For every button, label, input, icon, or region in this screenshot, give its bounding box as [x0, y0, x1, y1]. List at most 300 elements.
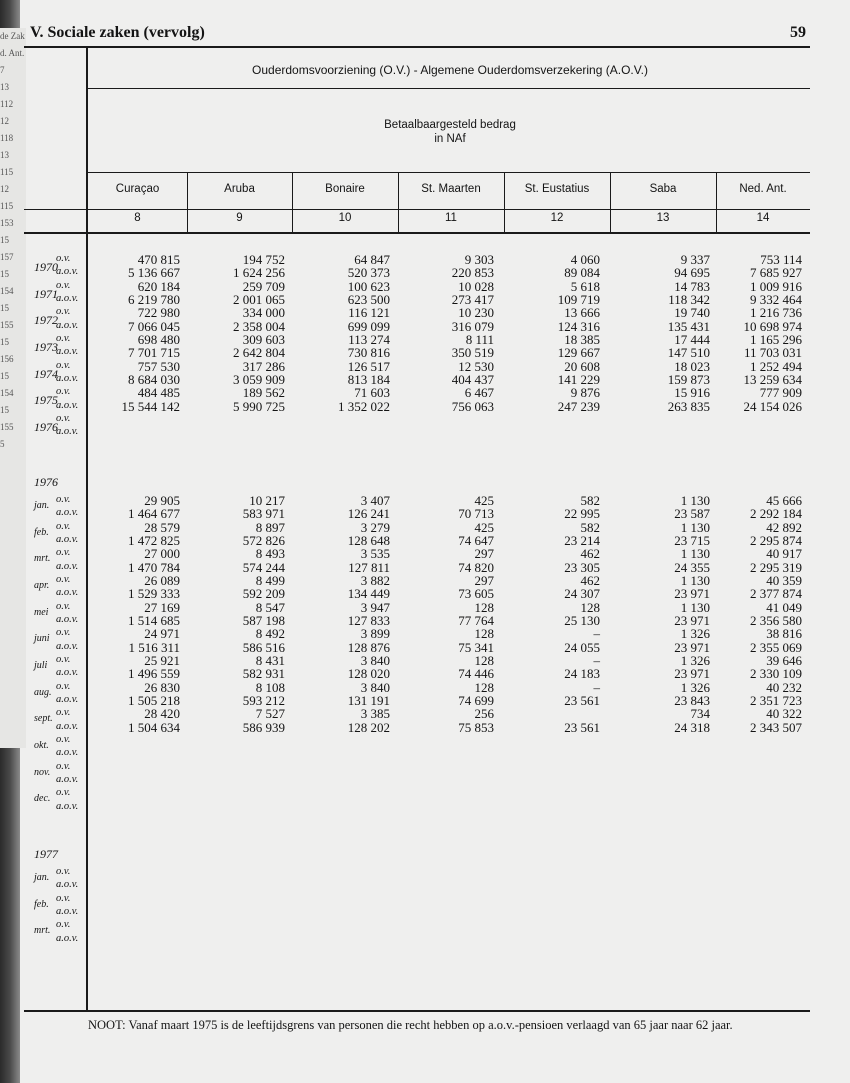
data-column [504, 253, 600, 413]
table-cell: 194 752 [242, 252, 285, 267]
column-header: St. Maarten [421, 183, 481, 195]
row-type-label: a.o.v. [56, 292, 79, 304]
table-cell: 2 001 065 [233, 291, 285, 307]
year-label: 1975 [34, 393, 58, 408]
table-cell: 1 505 218 [128, 692, 180, 708]
adjacent-page-text: 155 [0, 422, 14, 432]
month-label: feb. [34, 898, 49, 910]
table-cell: 10 217 [249, 493, 285, 508]
table-cell: 1 252 494 [750, 358, 802, 374]
table-cell: 1 326 [680, 626, 710, 642]
table-cell: 753 114 [760, 252, 802, 267]
table-cell: 297 [474, 546, 494, 562]
row-type-label: a.o.v. [56, 399, 79, 411]
row-type-label: a.o.v. [56, 507, 79, 519]
adjacent-page-text: 15 [0, 405, 9, 415]
data-column [292, 253, 390, 413]
row-type-label: o.v. [56, 733, 71, 745]
table-cell: 259 709 [242, 278, 285, 294]
table-cell: 698 480 [137, 331, 180, 347]
table-cell: 425 [474, 519, 494, 535]
table-cell: 13 666 [564, 305, 600, 321]
table-cell: 2 330 109 [750, 666, 802, 682]
table-cell: 147 510 [667, 345, 710, 361]
table-cell: 126 517 [347, 358, 390, 374]
table-cell: 1 516 311 [128, 639, 180, 655]
table-cell: 118 342 [668, 291, 710, 307]
table-cell: 10 028 [458, 278, 494, 294]
row-type-label: a.o.v. [56, 346, 79, 358]
table-cell: 699 099 [347, 318, 390, 334]
table-cell: 8 499 [255, 572, 285, 588]
table-cell: 297 [474, 572, 494, 588]
table-cell: 12 530 [458, 358, 494, 374]
month-label: juli [34, 659, 48, 671]
table-cell: 124 316 [557, 318, 600, 334]
table-cell: 29 905 [144, 493, 180, 508]
adjacent-page-text: 15 [0, 371, 9, 381]
table-cell: 15 544 142 [121, 398, 180, 414]
table-cell: 100 623 [347, 278, 390, 294]
table-cell: 5 136 667 [128, 265, 180, 281]
table-cell: 2 295 874 [750, 532, 802, 548]
table-cell: 1 216 736 [750, 305, 802, 321]
month-label: nov. [34, 766, 51, 778]
table-cell: 39 646 [766, 652, 802, 668]
adjacent-page-text: 15 [0, 235, 9, 245]
table-cell: 2 292 184 [750, 506, 802, 522]
table-cell: 18 385 [564, 331, 600, 347]
table-cell: 582 931 [242, 666, 285, 682]
row-type-label: o.v. [56, 866, 71, 877]
month-label: aug. [34, 686, 52, 698]
table-cell: 757 530 [137, 358, 180, 374]
table-cell: 23 214 [564, 532, 600, 548]
table-cell: 126 241 [347, 506, 390, 522]
adjacent-page-text: 153 [0, 218, 14, 228]
table-cell: 135 431 [667, 318, 710, 334]
data-column [88, 494, 180, 734]
table-cell: 28 420 [144, 706, 180, 722]
table-cell: 6 219 780 [128, 291, 180, 307]
table-cell: 623 500 [347, 291, 390, 307]
column-number: 13 [656, 212, 670, 224]
table-cell: 128 [474, 626, 494, 642]
month-label: jan. [34, 872, 50, 883]
year-label: 1971 [34, 286, 58, 301]
table-cell: 1 009 916 [750, 278, 802, 294]
data-column [187, 494, 285, 734]
adjacent-page-text: 12 [0, 184, 9, 194]
table-cell: 113 274 [348, 331, 390, 347]
table-cell: 18 023 [674, 358, 710, 374]
table-cell: 10 698 974 [743, 318, 802, 334]
adjacent-page-text: de Zak [0, 31, 25, 41]
year-label: 1974 [34, 366, 58, 381]
table-cell: 1 529 333 [128, 586, 180, 602]
row-type-label: a.o.v. [56, 319, 79, 331]
table-cell: 1 472 825 [128, 532, 180, 548]
table-cell: 1 470 784 [128, 559, 180, 575]
month-label: mrt. [34, 925, 51, 937]
table-cell: 26 830 [144, 679, 180, 695]
row-type-label: o.v. [56, 892, 71, 904]
row-type-label: a.o.v. [56, 747, 79, 759]
year-label: 1972 [34, 313, 58, 328]
table-cell: 3 385 [360, 706, 390, 722]
row-type-label: o.v. [56, 359, 71, 371]
table-cell: 40 322 [766, 706, 802, 722]
page-number: 59 [790, 24, 806, 41]
table-cell: 9 303 [464, 252, 494, 267]
table-cell: 3 840 [360, 652, 390, 668]
table-cell: 6 467 [464, 385, 494, 401]
row-type-label: o.v. [56, 253, 71, 264]
table-cell: 722 980 [137, 305, 180, 321]
bottom-rule [24, 1010, 810, 1012]
table-cell: 592 209 [242, 586, 285, 602]
table-cell: 129 667 [557, 345, 600, 361]
table-cell: 10 230 [458, 305, 494, 321]
row-type-label: a.o.v. [56, 905, 79, 917]
table-cell: 23 843 [674, 692, 710, 708]
band-rule [88, 88, 810, 89]
table-cell: 620 184 [137, 278, 180, 294]
table-cell: 1 504 634 [128, 719, 180, 735]
data-column [504, 494, 600, 734]
table-cell: 247 239 [557, 398, 600, 414]
adjacent-page-edge [0, 28, 26, 748]
table-cell: 2 377 874 [750, 586, 802, 602]
adjacent-page-text: 154 [0, 286, 14, 296]
table-cell: 3 947 [360, 599, 390, 615]
table-cell: 587 198 [242, 612, 285, 628]
adjacent-page-text: 115 [0, 201, 14, 211]
table-cell: 75 853 [458, 719, 494, 735]
table-cell: 756 063 [451, 398, 494, 414]
table-cell: 8 431 [255, 652, 285, 668]
table-cell: 256 [474, 706, 494, 722]
row-type-label: a.o.v. [56, 426, 79, 438]
table-cell: 22 995 [564, 506, 600, 522]
table-cell: 24 055 [564, 639, 600, 655]
table-cell: 25 921 [144, 652, 180, 668]
table-cell: 582 [580, 493, 600, 508]
table-cell: 730 816 [347, 345, 390, 361]
table-cell: 8 493 [255, 546, 285, 562]
adjacent-page-text: 156 [0, 354, 14, 364]
table-cell: 316 079 [451, 318, 494, 334]
column-header: Bonaire [325, 183, 365, 195]
subtitle-line-1: Betaalbaargesteld bedrag [384, 119, 516, 131]
table-cell: 9 332 464 [750, 291, 802, 307]
table-cell: 134 449 [347, 586, 390, 602]
table-cell: 26 089 [144, 572, 180, 588]
table-cell: 11 703 031 [743, 345, 802, 361]
column-header: St. Eustatius [524, 183, 590, 195]
table-cell: 8 492 [255, 626, 285, 642]
table-cell [504, 707, 600, 720]
row-type-label: o.v. [56, 306, 71, 318]
section-year: 1977 [34, 847, 58, 861]
subtitle-rule [88, 172, 810, 173]
row-type-label: o.v. [56, 707, 71, 719]
table-cell: 273 417 [451, 291, 494, 307]
table-cell: 77 764 [458, 612, 494, 628]
data-column [716, 494, 802, 734]
table-cell: 24 154 026 [743, 398, 802, 414]
table-cell: 1 130 [680, 519, 710, 535]
table-cell: – [593, 652, 600, 668]
table-cell: 2 355 069 [750, 639, 802, 655]
table-cell: 1 130 [680, 493, 710, 508]
table-cell: 1 352 022 [338, 398, 390, 414]
data-column [187, 253, 285, 413]
table-cell: 41 049 [766, 599, 802, 615]
table-cell: 15 916 [674, 385, 710, 401]
table-cell: 462 [580, 572, 600, 588]
row-type-label: o.v. [56, 680, 71, 692]
month-label: jan. [34, 500, 50, 511]
table-cell: 24 971 [144, 626, 180, 642]
table-cell: 23 971 [674, 666, 710, 682]
adjacent-page-text: 15 [0, 337, 9, 347]
table-cell: 24 183 [564, 666, 600, 682]
table-cell: 9 337 [680, 252, 710, 267]
table-cell: 2 358 004 [233, 318, 285, 334]
table-cell: 24 318 [674, 719, 710, 735]
table-cell: 128 [474, 599, 494, 615]
table-cell: 17 444 [674, 331, 710, 347]
adjacent-page-text: 115 [0, 167, 14, 177]
table-cell: 2 642 804 [233, 345, 285, 361]
table-cell: 40 232 [766, 679, 802, 695]
row-type-label: o.v. [56, 332, 71, 344]
table-cell: 24 307 [564, 586, 600, 602]
subtitle-line-2: in NAf [434, 133, 466, 145]
data-column [610, 494, 710, 734]
table-cell: 2 343 507 [750, 719, 802, 735]
adjacent-page-text: 118 [0, 133, 14, 143]
adjacent-page-text: 5 [0, 439, 5, 449]
table-cell: 8 897 [255, 519, 285, 535]
table-cell: 40 917 [766, 546, 802, 562]
row-type-label: o.v. [56, 547, 71, 559]
table-cell: 40 359 [766, 572, 802, 588]
table-cell: 484 485 [137, 385, 180, 401]
row-type-label: a.o.v. [56, 613, 79, 625]
table-cell: 3 059 909 [233, 371, 285, 387]
table-cell: 1 326 [680, 652, 710, 668]
row-type-label: a.o.v. [56, 266, 79, 278]
row-type-label: o.v. [56, 600, 71, 612]
table-cell: 1 624 256 [233, 265, 285, 281]
table-cell: 462 [580, 546, 600, 562]
row-type-label: a.o.v. [56, 667, 79, 679]
table-cell: 27 000 [144, 546, 180, 562]
adjacent-page-text: d. Ant. [0, 48, 25, 58]
table-cell: 309 603 [242, 331, 285, 347]
table-cell: 109 719 [557, 291, 600, 307]
table-cell: 3 407 [360, 493, 390, 508]
adjacent-page-text: 15 [0, 303, 9, 313]
footnote-text: Vanaf maart 1975 is de leeftijdsgrens van personen die recht hebben op a.o.v.-pensioen verlaagd van 65 jaar naar 62 jaar. [128, 1018, 733, 1032]
adjacent-page-text: 15 [0, 269, 9, 279]
table-band-subtitle [90, 118, 810, 146]
table-cell: 4 060 [570, 252, 600, 267]
table-cell: 734 [690, 706, 710, 722]
table-cell: – [593, 626, 600, 642]
table-cell: 7 066 045 [128, 318, 180, 334]
table-cell: 777 909 [759, 385, 802, 401]
table-cell: 23 561 [564, 692, 600, 708]
row-type-label: o.v. [56, 627, 71, 639]
table-cell: 94 695 [674, 265, 710, 281]
column-number: 8 [134, 212, 141, 224]
table-cell: 334 000 [242, 305, 285, 321]
column-header: Curaçao [115, 183, 160, 195]
table-cell: 74 820 [458, 559, 494, 575]
column-number: 9 [236, 212, 243, 224]
row-type-label: o.v. [56, 787, 71, 799]
table-cell: 23 561 [564, 719, 600, 735]
table-cell: 1 130 [680, 572, 710, 588]
row-type-label: a.o.v. [56, 560, 79, 572]
column-number: 10 [338, 212, 352, 224]
table-cell: 5 618 [570, 278, 600, 294]
column-number: 11 [445, 212, 457, 224]
table-cell: 189 562 [242, 385, 285, 401]
table-cell: 470 815 [137, 252, 180, 267]
table-cell: 27 169 [144, 599, 180, 615]
table-cell: 520 373 [347, 265, 390, 281]
column-header: Ned. Ant. [739, 183, 787, 195]
table-cell: 2 351 723 [750, 692, 802, 708]
page-title: V. Sociale zaken (vervolg) [30, 24, 205, 41]
table-cell: 1 130 [680, 546, 710, 562]
row-type-label: a.o.v. [56, 693, 79, 705]
table-cell: 3 882 [360, 572, 390, 588]
row-type-label: a.o.v. [56, 932, 79, 944]
table-cell: 220 853 [451, 265, 494, 281]
table-cell: 2 295 319 [750, 559, 802, 575]
adjacent-page-text: 13 [0, 82, 9, 92]
table-cell: 23 305 [564, 559, 600, 575]
row-type-label: o.v. [56, 919, 71, 931]
row-type-label: a.o.v. [56, 773, 79, 785]
table-cell: 74 699 [458, 692, 494, 708]
section-year: 1976 [34, 475, 58, 489]
data-column [716, 253, 802, 413]
table-cell: 28 579 [144, 519, 180, 535]
row-type-label: o.v. [56, 386, 71, 398]
month-label: okt. [34, 739, 49, 751]
table-cell: 24 355 [674, 559, 710, 575]
row-type-label: o.v. [56, 573, 71, 585]
table-cell: 75 341 [458, 639, 494, 655]
footnote-label: NOOT: [88, 1018, 126, 1032]
table-cell: 89 084 [564, 265, 600, 281]
month-label: mei [34, 606, 49, 618]
table-cell: 141 229 [557, 371, 600, 387]
table-cell: 45 666 [766, 493, 802, 508]
table-cell: 128 [580, 599, 600, 615]
data-column [610, 253, 710, 413]
table-cell: 8 547 [255, 599, 285, 615]
adjacent-page-text: 12 [0, 116, 9, 126]
table-cell: 8 111 [465, 331, 494, 347]
table-cell: 404 437 [451, 371, 494, 387]
table-cell: 3 899 [360, 626, 390, 642]
data-column [398, 253, 494, 413]
month-label: mrt. [34, 553, 51, 565]
table-cell: 3 840 [360, 679, 390, 695]
row-type-label: o.v. [56, 494, 71, 505]
adjacent-page-text: 157 [0, 252, 14, 262]
table-cell: 159 873 [667, 371, 710, 387]
column-header: Saba [649, 183, 677, 195]
table-cell: 73 605 [458, 586, 494, 602]
table-cell: 19 740 [674, 305, 710, 321]
column-number: 14 [756, 212, 770, 224]
month-label: apr. [34, 579, 50, 591]
table-cell: 317 286 [242, 358, 285, 374]
table-cell: 1 464 677 [128, 506, 180, 522]
table-cell: 574 244 [242, 559, 285, 575]
table-cell: 572 826 [242, 532, 285, 548]
year-label: 1973 [34, 339, 58, 354]
year-label: 1976 [34, 419, 58, 434]
row-type-label: a.o.v. [56, 587, 79, 599]
table-cell: 25 130 [564, 612, 600, 628]
top-rule [24, 46, 810, 48]
table-cell: 593 212 [242, 692, 285, 708]
row-type-label: a.o.v. [56, 533, 79, 545]
row-type-label: o.v. [56, 520, 71, 532]
adjacent-page-text: 155 [0, 320, 14, 330]
table-cell: 13 259 634 [743, 371, 802, 387]
table-cell: 3 279 [360, 519, 390, 535]
row-type-label: a.o.v. [56, 640, 79, 652]
table-cell: 128 648 [347, 532, 390, 548]
table-cell: 350 519 [451, 345, 494, 361]
table-cell: 74 446 [458, 666, 494, 682]
data-column [88, 253, 180, 413]
table-cell: 127 811 [348, 559, 390, 575]
table-cell: 128 876 [347, 639, 390, 655]
adjacent-page-text: 112 [0, 99, 14, 109]
month-label: dec. [34, 793, 51, 805]
footnote [88, 1018, 768, 1032]
adjacent-page-text: 154 [0, 388, 14, 398]
table-cell: 9 876 [570, 385, 600, 401]
table-cell: 128 202 [347, 719, 390, 735]
table-cell: 116 121 [348, 305, 390, 321]
row-type-label: a.o.v. [56, 372, 79, 384]
table-cell: 7 527 [255, 706, 285, 722]
row-type-label: o.v. [56, 279, 71, 291]
table-cell: 23 715 [674, 532, 710, 548]
table-cell: 74 647 [458, 532, 494, 548]
table-cell: 23 971 [674, 612, 710, 628]
table-cell: 3 535 [360, 546, 390, 562]
table-cell: 1 496 559 [128, 666, 180, 682]
colhead-rule [24, 209, 810, 210]
table-cell: 586 516 [242, 639, 285, 655]
data-column [292, 494, 390, 734]
table-cell: 1 165 296 [750, 331, 802, 347]
row-type-label: o.v. [56, 653, 71, 665]
